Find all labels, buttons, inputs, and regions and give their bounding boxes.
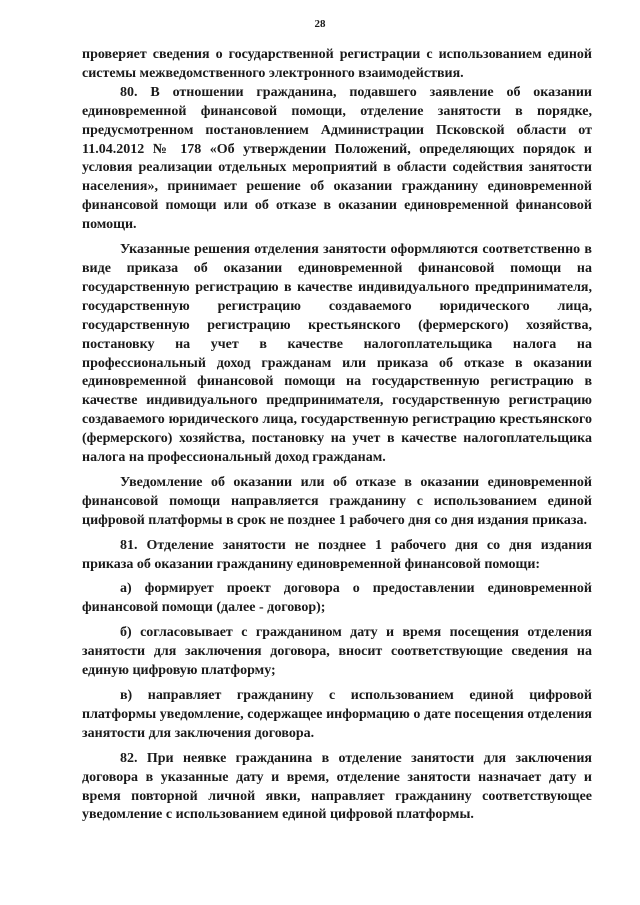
paragraph-81-b: б) согласовывает с гражданином дату и время посещения отделения занятости для заключения договора, вносит соответствующие сведения на единую цифровую платформу; (82, 625, 592, 679)
page-number: 28 (314, 18, 326, 30)
paragraph-82: 82. При неявке гражданина в отделение занятости для заключения договора в указанные дату и время, отделение занятости назначает дату и время повторной личной явки, направляет гражданину соответствующее уведомление с использованием единой цифровой платформы. (82, 750, 592, 823)
paragraph-81-a: а) формирует проект договора о предоставлении единовременной финансовой помощи (далее - договор); (82, 581, 592, 616)
paragraph-81-c: в) направляет гражданину с использованием единой цифровой платформы уведомление, содержащее информацию о дате посещения отделения занятости для заключения договора. (82, 688, 592, 741)
paragraph-80: 80. В отношении гражданина, подавшего заявление об оказании единовременной финансовой помощи, отделение занятости в порядке, предусмотренном постановлением Администрации Псковской области от 11.04.2012 № 178 «Об утверждении Положений, определяющих порядок и условия реализации отдельных мероприятий в области содействия занятости населения», принимает решение об оказании гражданину единовременной финансовой помощи или об отказе в оказании единовременной финансовой помощи. (82, 84, 592, 233)
paragraph-81: 81. Отделение занятости не позднее 1 рабочего дня со дня издания приказа об оказании гражданину единовременной финансовой помощи: (82, 537, 592, 572)
paragraph-decisions: Указанные решения отделения занятости оформляются соответственно в виде приказа об оказании единовременной финансовой помощи на государственную регистрацию в качестве индивидуального предпринимателя, государственную регистрацию создаваемого юридического лица, государственную регистрацию крестьянского (фермерского) хозяйства, постановку на учет в качестве налогоплательщика налога на профессиональный доход гражданам или приказа об отказе в оказании единовременной финансовой помощи на государственную регистрацию в качестве индивидуального предпринимателя, государственную регистрацию создаваемого юридического лица, государственную регистрацию крестьянского (фермерского) хозяйства, постановку на учет в качестве налогоплательщика налога на профессиональный доход гражданам. (82, 242, 592, 466)
document-body (82, 46, 592, 825)
paragraph-continuation: проверяет сведения о государственной регистрации с использованием единой системы межведомственного электронного взаимодействия. (82, 47, 592, 81)
paragraph-notification: Уведомление об оказании или об отказе в оказании единовременной финансовой помощи направляется гражданину с использованием единой цифровой платформы в срок не позднее 1 рабочего дня со дня издания приказа. (82, 474, 592, 528)
